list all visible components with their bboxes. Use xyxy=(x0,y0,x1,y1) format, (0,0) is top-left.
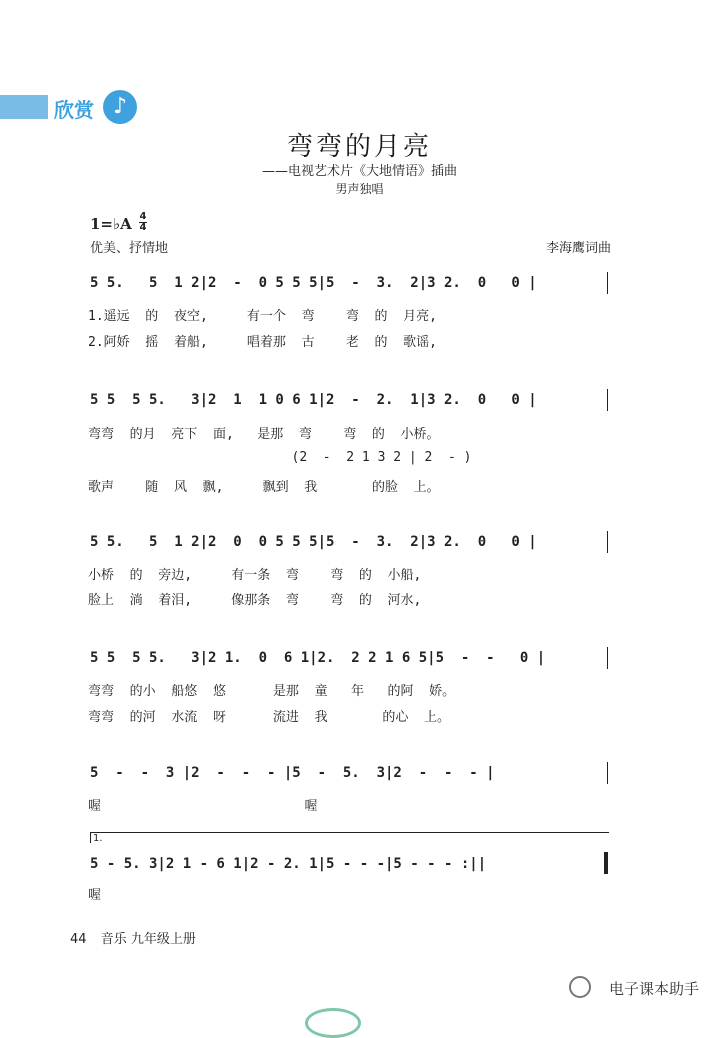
notation-row-3: 5 5. 5 1 2|2 0 0 5 5 5|5 - 3. 2|3 2. 0 0 | xyxy=(90,534,537,550)
music-note-icon: ♪ xyxy=(103,90,137,124)
lyric-row-4b: 弯弯 的河 水流 呀 流进 我 的心 上。 xyxy=(88,710,451,725)
expression-mark: 优美、抒情地 xyxy=(90,241,169,256)
section-label: 欣赏 xyxy=(54,98,94,122)
song-subtitle: ——电视艺术片《大地情语》插曲 xyxy=(261,164,457,179)
decorative-arc xyxy=(305,1008,361,1038)
song-title: 弯弯的月亮 xyxy=(286,132,432,162)
lyric-row-2b: (2 - 2 1 3 2 | 2 - ) xyxy=(88,450,472,465)
key-signature: 1=♭A xyxy=(90,215,132,233)
notation-row-5: 5 - - 3 |2 - - - |5 - 5. 3|2 - - - | xyxy=(90,765,495,781)
bar-line xyxy=(607,531,608,553)
lyric-row-2a: 弯弯 的月 亮下 面, 是那 弯 弯 的 小桥。 xyxy=(88,427,440,442)
section-badge xyxy=(0,95,48,119)
lyric-row-3b: 脸上 淌 着泪, 像那条 弯 弯 的 河水, xyxy=(88,593,422,608)
watermark-text: 电子课本助手 xyxy=(608,980,699,998)
bar-line xyxy=(607,762,608,784)
page-number: 44 xyxy=(70,932,87,947)
volta-bracket xyxy=(90,832,609,843)
lyric-row-1b: 2.阿娇 摇 着船, 唱着那 古 老 的 歌谣, xyxy=(88,335,438,350)
notation-row-1: 5 5. 5 1 2|2 - 0 5 5 5|5 - 3. 2|3 2. 0 0 | xyxy=(90,275,537,291)
footer xyxy=(70,928,196,947)
time-signature xyxy=(139,212,147,233)
notation-row-2: 5 5 5 5. 3|2 1 1 0 6 1|2 - 2. 1|3 2. 0 0 | xyxy=(90,392,537,408)
volta-number: 1. xyxy=(93,833,103,844)
bar-line xyxy=(607,647,608,669)
watermark-logo-icon xyxy=(569,976,591,998)
book-title: 音乐 九年级上册 xyxy=(100,932,196,947)
song-performer: 男声独唱 xyxy=(335,182,384,196)
lyric-row-5a: 喔 喔 xyxy=(88,799,318,814)
lyric-row-6a: 喔 xyxy=(88,888,102,903)
lyric-row-4a: 弯弯 的小 船悠 悠 是那 童 年 的阿 娇。 xyxy=(88,684,456,699)
lyric-row-2c: 歌声 随 风 飘, 飘到 我 的脸 上。 xyxy=(88,480,440,495)
composer-credit: 李海鹰词曲 xyxy=(545,241,611,256)
bar-line xyxy=(607,272,608,294)
lyric-row-1a: 1.遥远 的 夜空, 有一个 弯 弯 的 月亮, xyxy=(88,309,438,324)
notation-row-6: 5 - 5. 3|2 1 - 6 1|2 - 2. 1|5 - - -|5 - - - :|| xyxy=(90,856,487,872)
notation-row-4: 5 5 5 5. 3|2 1. 0 6 1|2. 2 2 1 6 5|5 - - 0 | xyxy=(90,650,546,666)
lyric-row-3a: 小桥 的 旁边, 有一条 弯 弯 的 小船, xyxy=(88,568,422,583)
meter-bottom: 4 xyxy=(139,222,147,233)
final-bar-line xyxy=(604,852,608,874)
bar-line xyxy=(607,389,608,411)
meter-top: 4 xyxy=(139,211,147,222)
